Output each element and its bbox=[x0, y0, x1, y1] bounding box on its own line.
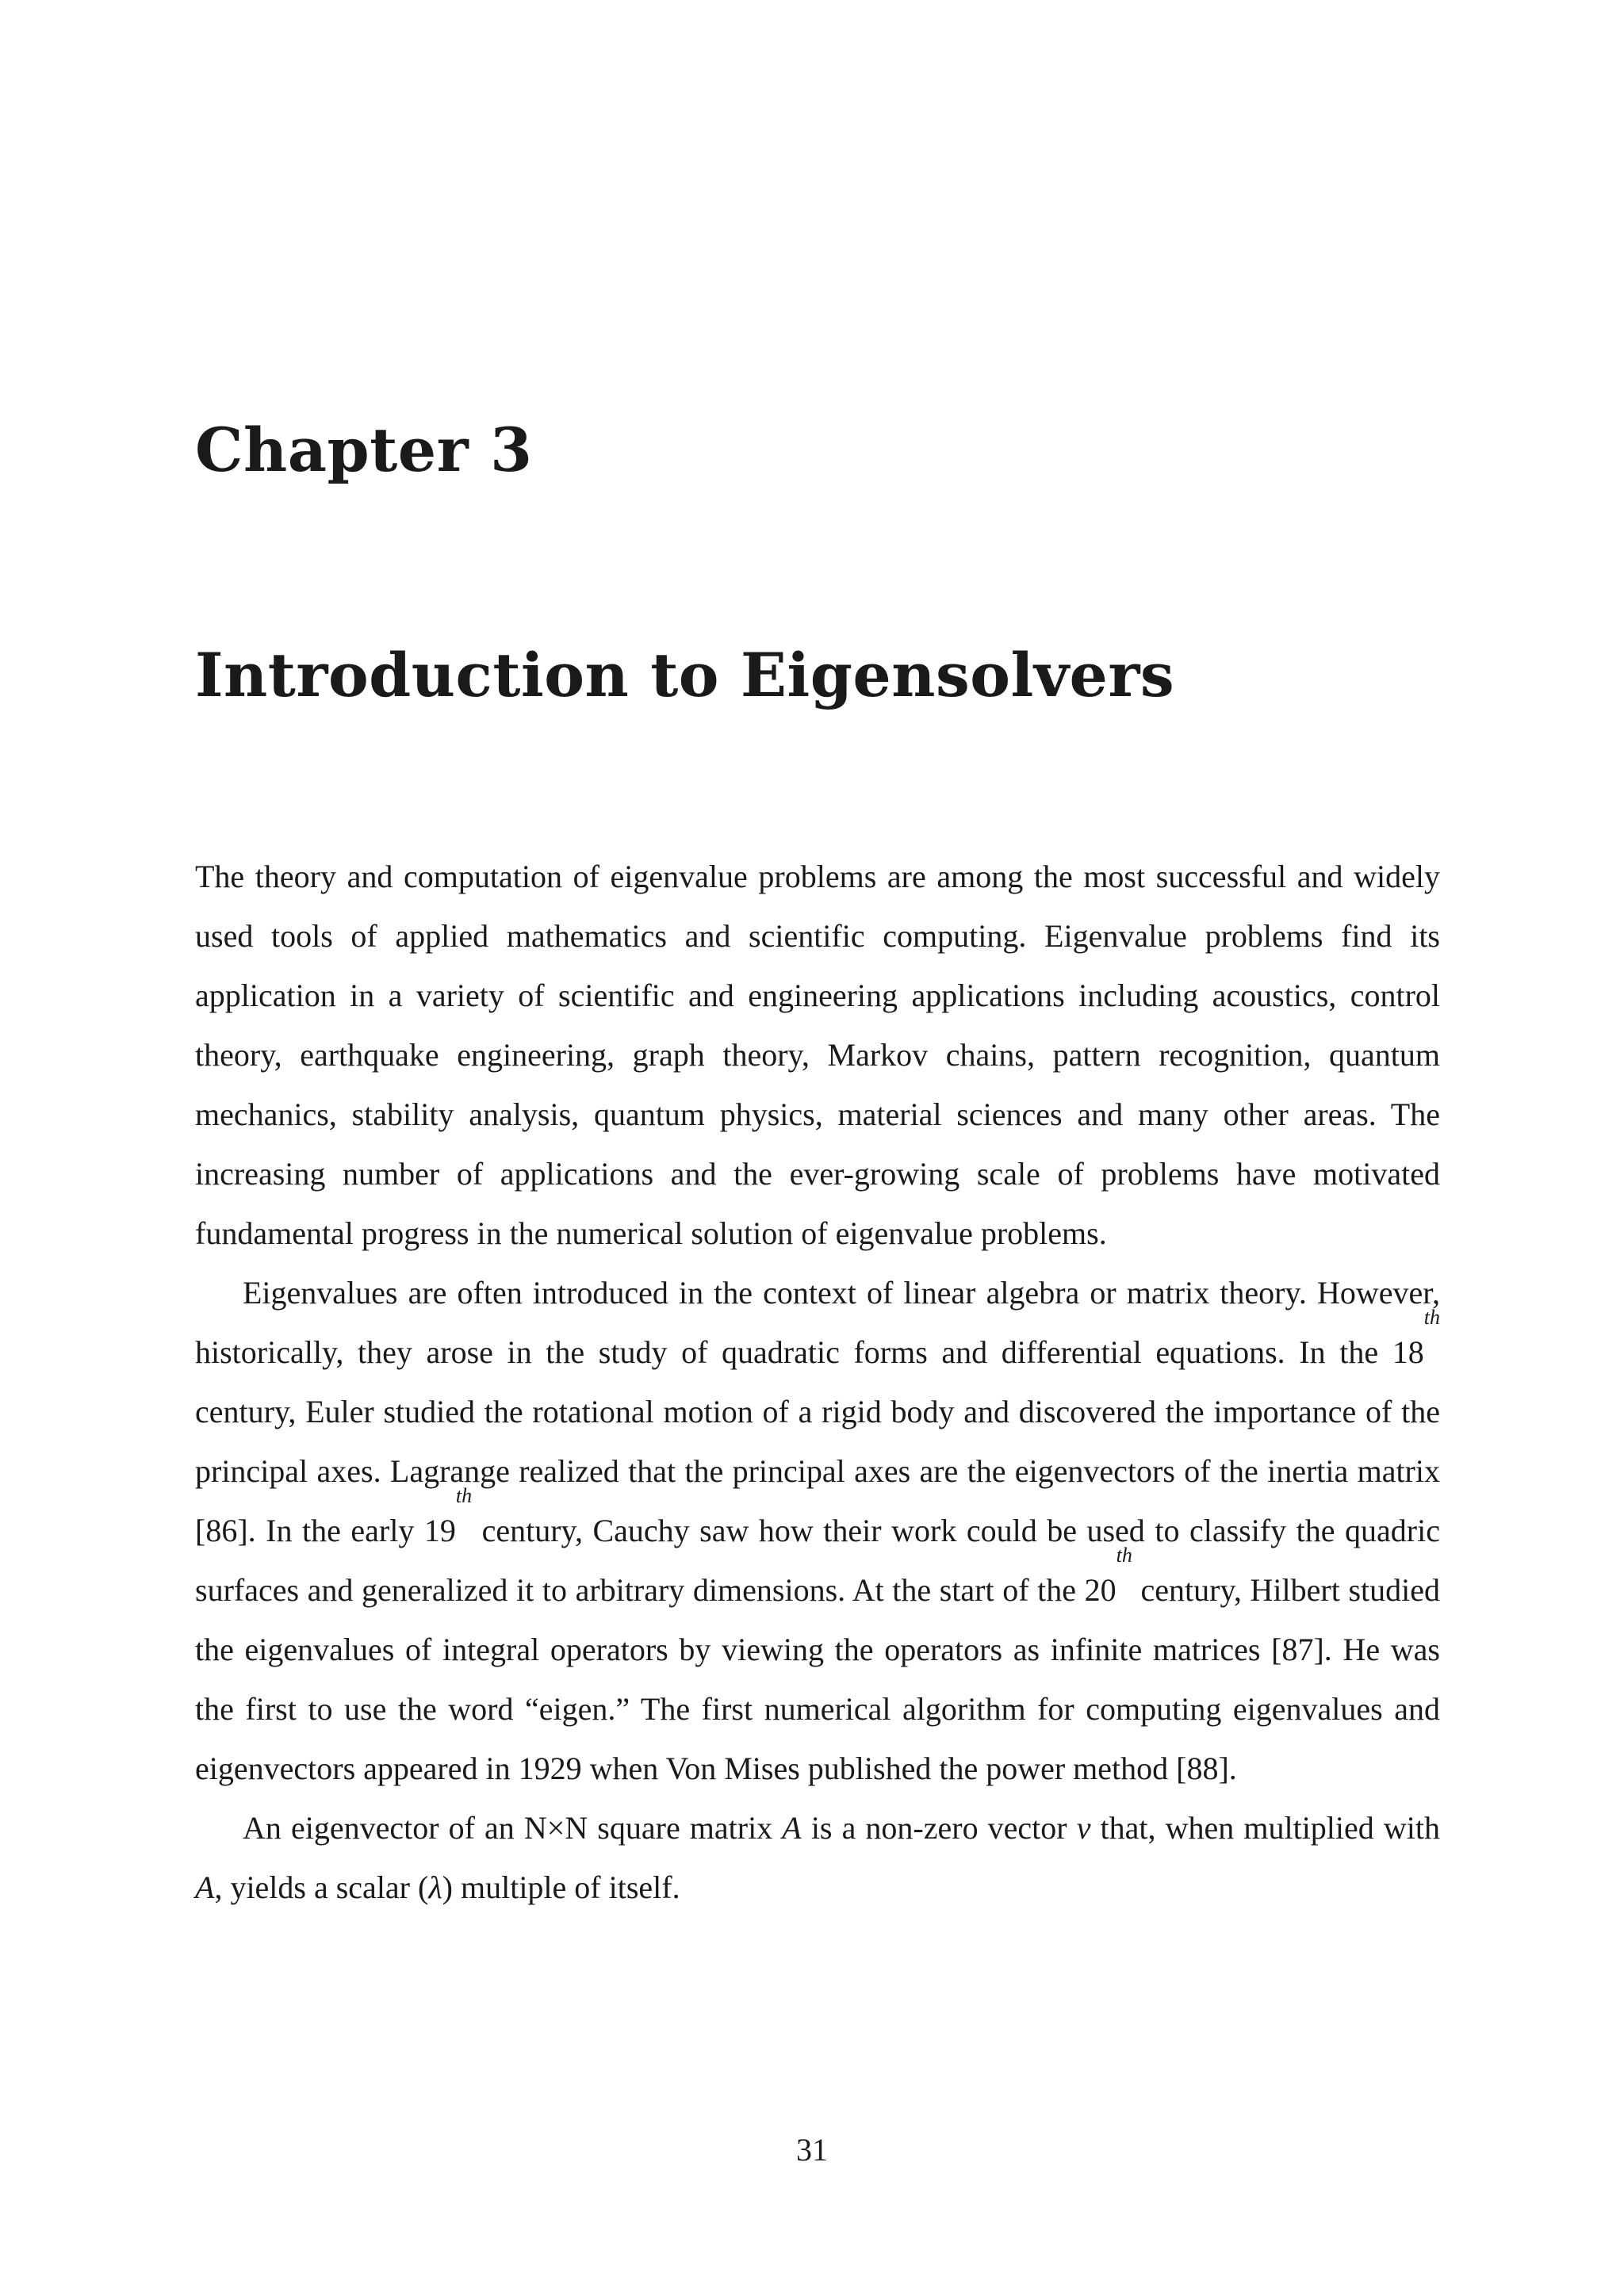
math-variable-v: v bbox=[1076, 1810, 1091, 1846]
math-variable-a: A bbox=[195, 1869, 215, 1905]
paragraph-definition bbox=[195, 1798, 1440, 1917]
page-number: 31 bbox=[796, 2132, 828, 2168]
chapter-title: Introduction to Eigensolvers bbox=[195, 640, 1175, 710]
definition-text-3: that, when multiplied with bbox=[1090, 1810, 1440, 1846]
history-text-2: century, Euler studied the rotational motion of a rigid body and discovered the importance of the principal axes. Lagrange realized that the principal axes are the eigenvectors of the inertia matrix [86]. In the early 19 bbox=[195, 1394, 1440, 1548]
definition-text-5: ) multiple of itself. bbox=[442, 1869, 680, 1905]
history-text-1: Eigenvalues are often introduced in the context of linear algebra or matrix theory. However, historically, they arose in the study of quadratic forms and differential equations. In the 18 bbox=[195, 1275, 1440, 1370]
chapter-body bbox=[195, 847, 1440, 1917]
history-text-4: century, Hilbert studied the eigenvalues of integral operators by viewing the operators as infinite matrices [87]. He was the first to use the word “eigen.” The first numerical algorithm for computing eigenvalues and eigenvectors appeared in 1929 when Von Mises published the power method [88]. bbox=[195, 1572, 1440, 1786]
history-text-3: century, Cauchy saw how their work could be used to classify the quadric surfaces and generalized it to arbitrary dimensions. At the start of the 20 bbox=[195, 1513, 1440, 1608]
math-variable-lambda: λ bbox=[428, 1869, 442, 1905]
definition-text-2: is a non-zero vector bbox=[801, 1810, 1077, 1846]
definition-text-4: , yields a scalar ( bbox=[214, 1869, 429, 1905]
ordinal-superscript: th bbox=[455, 1484, 473, 1507]
paragraph-history bbox=[195, 1263, 1440, 1798]
ordinal-superscript: th bbox=[1116, 1544, 1132, 1567]
ordinal-superscript: th bbox=[1423, 1306, 1440, 1329]
chapter-label: Chapter 3 bbox=[195, 415, 533, 485]
paragraph-intro: The theory and computation of eigenvalue problems are among the most successful and widely used tools of applied mathematics and scientific computing. Eigenvalue problems find its application in a variety of scientific and engineering applications including acoustics, control theory, earthquake engineering, graph theory, Markov chains, pattern recognition, quantum mechanics, stability analysis, quantum physics, material sciences and many other areas. The increasing number of applications and the ever-growing scale of problems have motivated fundamental progress in the numerical solution of eigenvalue problems. bbox=[195, 859, 1440, 1251]
definition-text-1: An eigenvector of an N×N square matrix bbox=[243, 1810, 783, 1846]
math-variable-a: A bbox=[782, 1810, 802, 1846]
